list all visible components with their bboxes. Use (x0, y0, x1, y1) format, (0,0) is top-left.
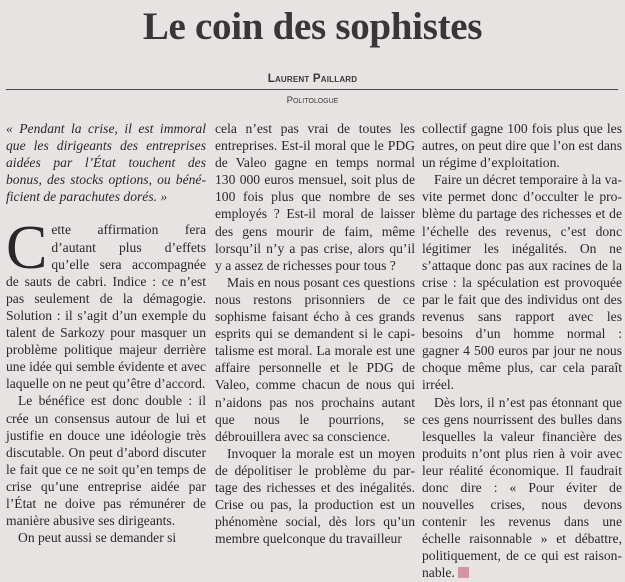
column-2 (215, 120, 415, 547)
paragraph-6: Faire un décret temporaire à la va-vite permet donc d’occulter le problème du partage des richesses et de l’échelle des revenus, c’est donc légitimer les inégalités. On ne s’attaque donc pas aux racines de la crise : la spéculation est provoquée par le fait que des individus ont des revenus sans rapport avec les besoins d’un homme normal : gagner 4 500 euros par jour ne nous choque même plus, car cela paraît irréel. (422, 172, 622, 393)
author-role: Politologue (286, 95, 339, 106)
paragraph-5-start: Invoquer la morale est un moyen de dépolitiser le problème du partage des richesses et des inégalités. Crise ou pas, la production est un phénomène social, dès lors qu’un membre quelconque du travailleur (215, 445, 415, 547)
lede-quote: « Pendant la crise, il est immoral que les dirigeants des entreprises aidées par l’État touchent des bonus, des stocks options, ou bénéficient de parachutes dorés. » (6, 121, 206, 205)
header-divider (6, 89, 618, 90)
drop-cap: C (6, 214, 48, 283)
article-title: Le coin des sophistes (142, 5, 483, 48)
end-of-article-mark-icon (458, 567, 469, 578)
paragraph-text: ette affirmation fera d’autant plus d’effets qu’elle sera accompagnée de sauts de cabri. Indice : ce n’est pas seulement de la démagogie. Solution : il s’agit d’un exemple du talent de Sarkozy pour masquer un problème politique majeur derrière une idée qui semble évidente et avec laquelle on ne peut qu’être d’accord. (6, 222, 206, 392)
paragraph-text: Dès lors, il n’est pas étonnant que ces gens nourrissent des bulles dans lesquelles la valeur financière des produits n’ont plus rien à voir avec leur réalité économique. Il faudrait donc dire : « Pour éviter de nouvelles crises, nous devons contenir les revenus dans une échelle raisonnable » et débattre, politiquement, de ce qui est raisonnable. (422, 394, 622, 581)
paragraph-3-continued: cela n’est pas vrai de toutes les entreprises. Est-il moral que le PDG de Valeo gagne en temps normal 130 000 euros mensuel, soit plus de 100 fois plus que nombre de ses employés ? Est-il moral de laisser des gens mourir de faim, même lorsqu’il n’y a pas crise, alors qu’il y a assez de richesses pour tous ? (215, 121, 415, 273)
paragraph-7 (422, 394, 622, 582)
column-1 (6, 120, 206, 546)
paragraph-1 (6, 214, 206, 392)
paragraph-4: Mais en nous posant ces questions nous restons prisonniers de ce sophisme faisant écho à ces grands esprits qui se demandent si le capitalisme est moral. La morale est une affaire personnelle et le PDG de Valeo, comme chacun de nous qui n’aidons pas nos prochains autant que nous le pourrions, se débrouillera avec sa conscience. (215, 274, 415, 444)
column-3 (422, 120, 622, 582)
paragraph-5-continued: collectif gagne 100 fois plus que les autres, on peut dire que l’on est dans un régime d’exploitation. (422, 121, 622, 171)
paragraph-2: Le bénéfice est donc double : il crée un consensus autour de lui et justifie en douce une idéologie très discutable. On peut d’abord discuter le fait que ce ne soit qu’en temps de crise qu’une entreprise aidée par l’État ne doive pas rémunérer de manière abusive ses dirigeants. (6, 393, 206, 529)
author-name: Laurent Paillard (267, 73, 358, 85)
paragraph-3-start: On peut aussi se demander si (18, 530, 177, 546)
